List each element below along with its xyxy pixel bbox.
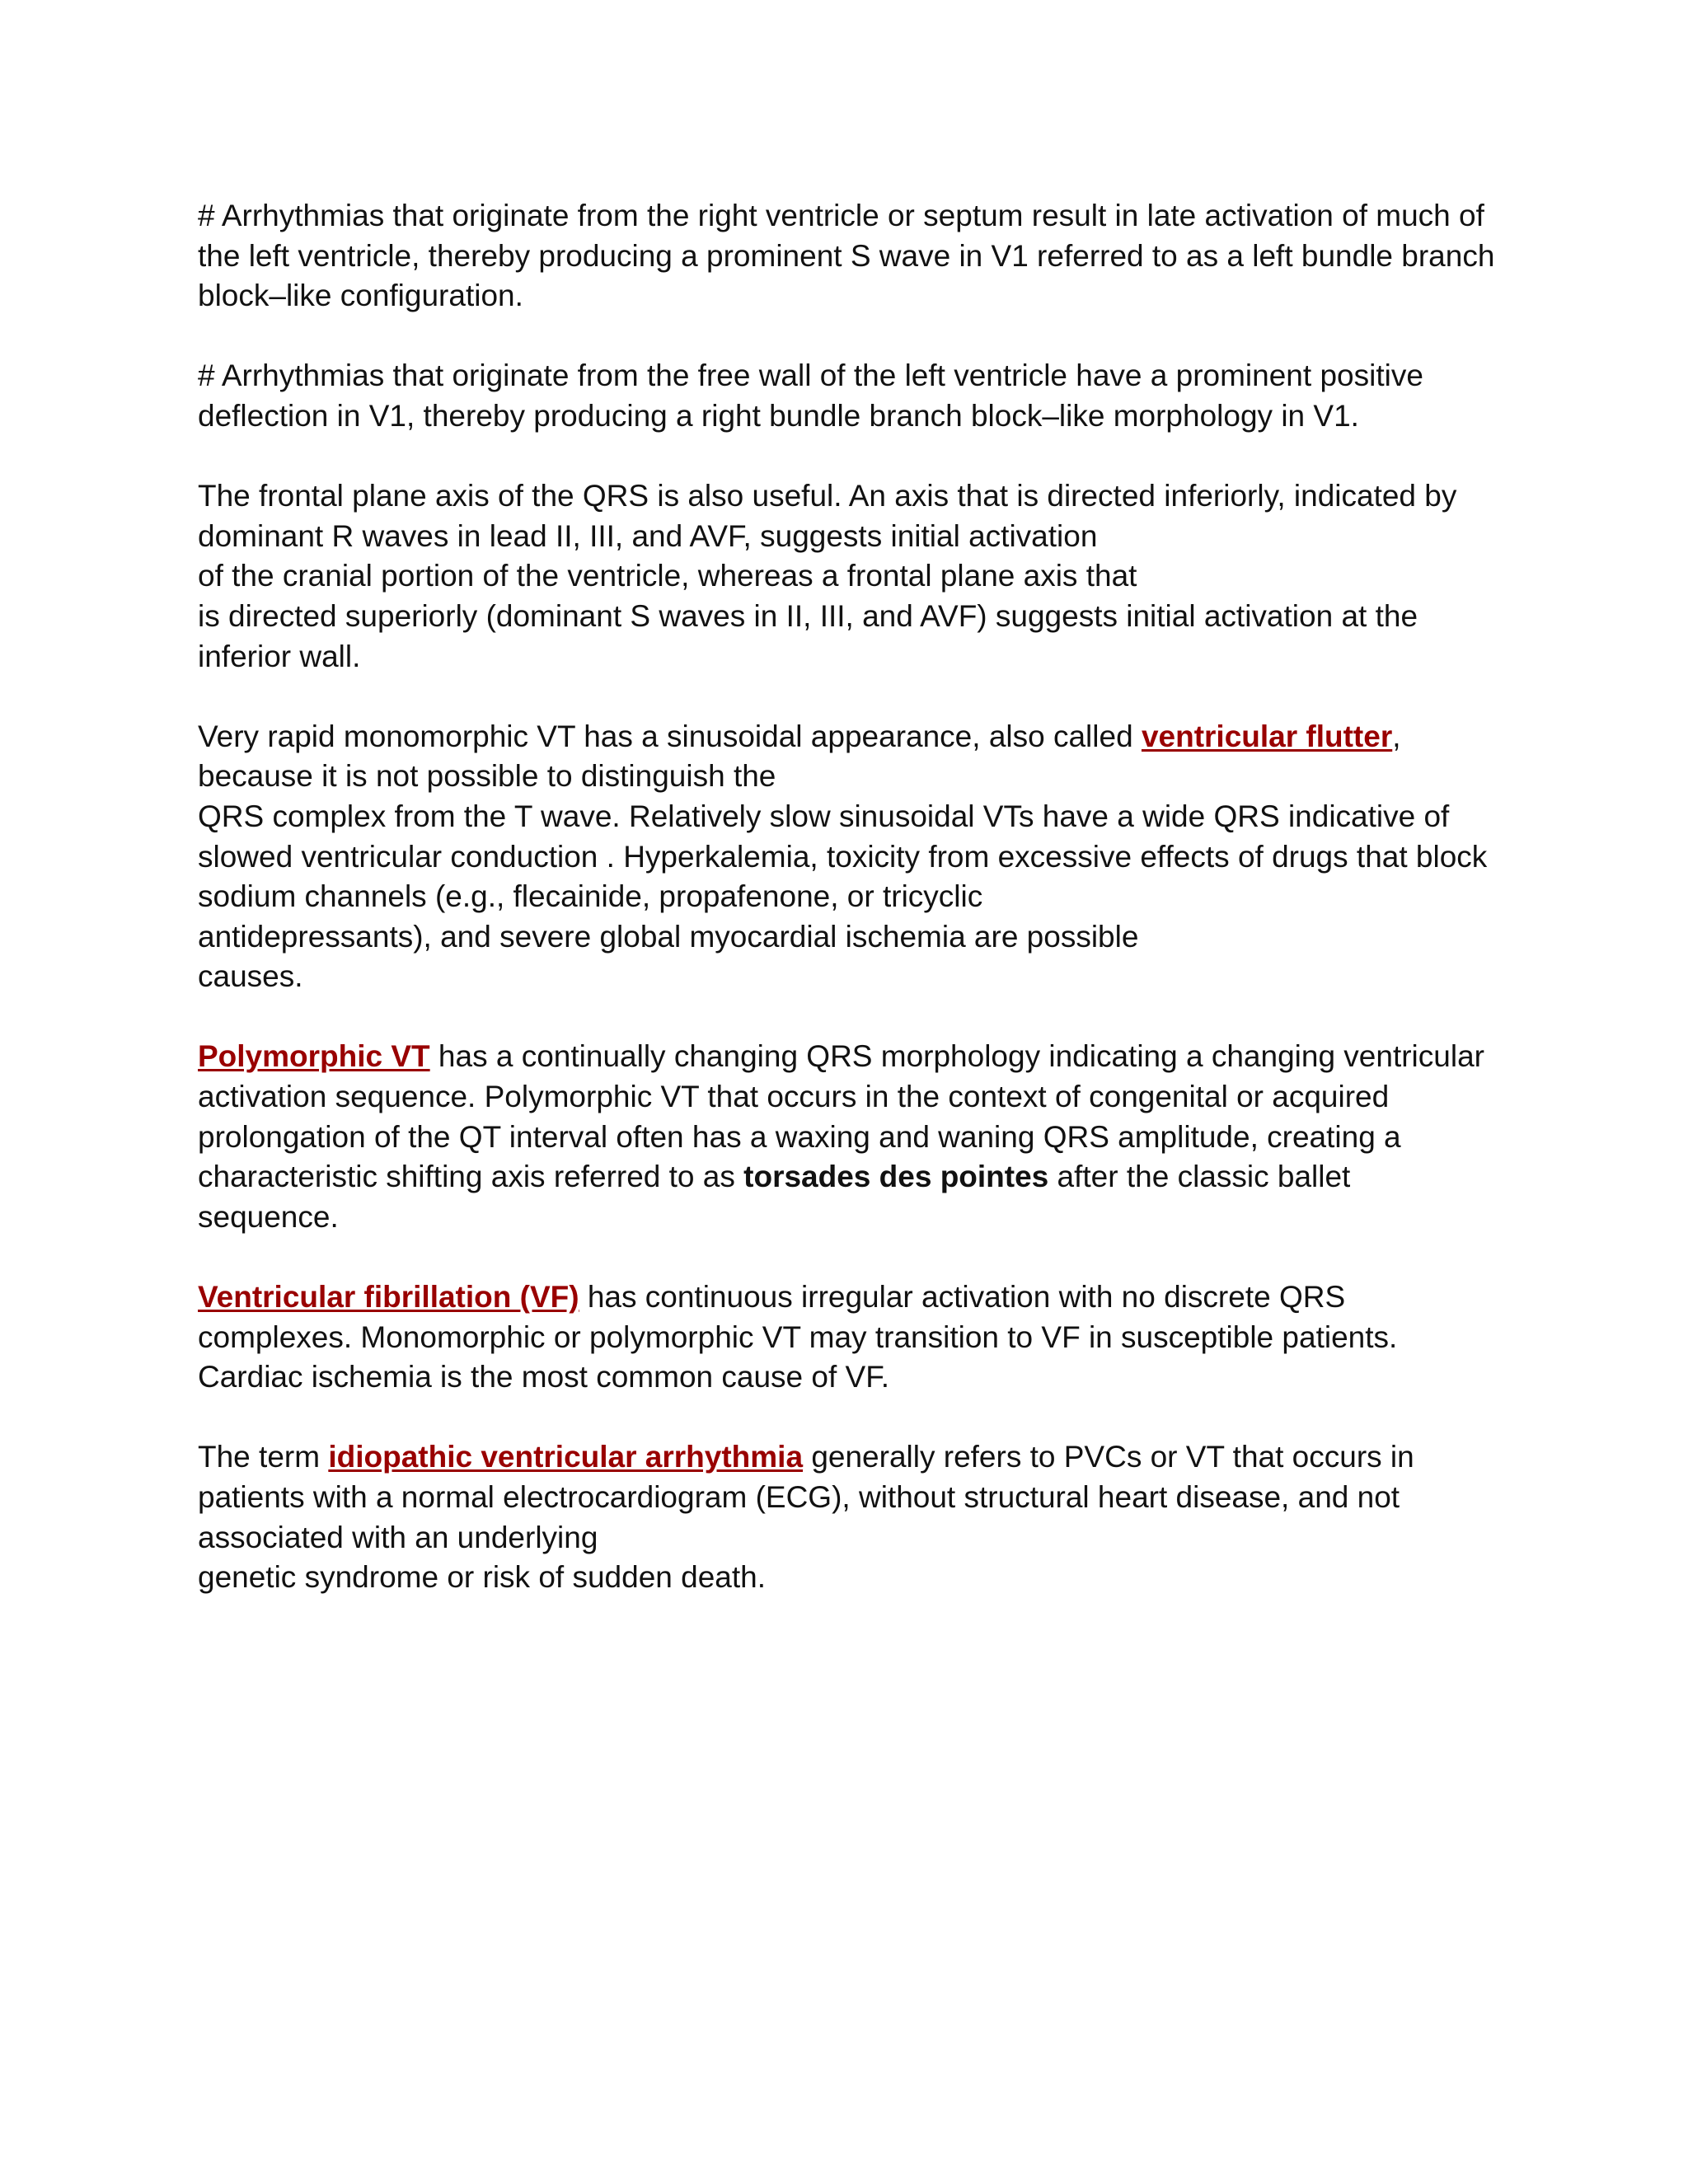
text-line: genetic syndrome or risk of sudden death. [198, 1560, 766, 1595]
ventricular-fibrillation-link[interactable]: Ventricular fibrillation (VF) [198, 1280, 579, 1315]
text-line: dominant R waves in lead II, III, and AVF, suggests initial activation [198, 518, 1098, 553]
paragraph-ventricular-fibrillation [198, 1277, 1550, 1398]
text-line [198, 1277, 1550, 1318]
paragraph-idiopathic-arrhythmia [198, 1437, 1550, 1597]
text-line: inferior wall. [198, 639, 361, 673]
text-line [198, 1037, 1550, 1077]
idiopathic-ventricular-arrhythmia-link[interactable]: idiopathic ventricular arrhythmia [328, 1440, 804, 1474]
polymorphic-vt-link[interactable]: Polymorphic VT [198, 1039, 430, 1074]
text-line: is directed superiorly (dominant S waves in II, III, and AVF) suggests initial activation at the [198, 598, 1418, 633]
text-line: activation sequence. Polymorphic VT that occurs in the context of congenital or acquired [198, 1080, 1390, 1114]
text-fragment: characteristic shifting axis referred to as [198, 1160, 744, 1194]
paragraph-rv-septum-origin [198, 196, 1550, 316]
text-line: The frontal plane axis of the QRS is also useful. An axis that is directed inferiorly, indicated by [198, 479, 1457, 513]
text-line: causes. [198, 959, 303, 994]
text-line: deflection in V1, thereby producing a right bundle branch block–like morphology in V1. [198, 398, 1359, 433]
ventricular-flutter-link[interactable]: ventricular flutter [1141, 719, 1393, 753]
text-line: block–like configuration. [198, 279, 523, 313]
paragraph-ventricular-flutter [198, 717, 1550, 997]
text-line: sequence. [198, 1199, 339, 1234]
text-line: prolongation of the QT interval often has a waxing and waning QRS amplitude, creating a [198, 1119, 1401, 1154]
text-line: QRS complex from the T wave. Relatively slow sinusoidal VTs have a wide QRS indicative of [198, 799, 1450, 833]
paragraph-lv-free-wall-origin [198, 356, 1550, 436]
text-line: because it is not possible to distinguish the [198, 759, 776, 794]
text-line: of the cranial portion of the ventricle, whereas a frontal plane axis that [198, 559, 1137, 593]
text-line: complexes. Monomorphic or polymorphic VT may transition to VF in susceptible patients. [198, 1319, 1398, 1354]
text-line: patients with a normal electrocardiogram (ECG), without structural heart disease, and not [198, 1480, 1400, 1514]
text-line: associated with an underlying [198, 1520, 598, 1554]
text-line: sodium channels (e.g., flecainide, propafenone, or tricyclic [198, 879, 983, 914]
text-line [198, 1437, 1550, 1478]
document-page [198, 196, 1550, 1638]
paragraph-frontal-plane-axis [198, 476, 1550, 677]
text-line: slowed ventricular conduction . Hyperkalemia, toxicity from excessive effects of drugs that block [198, 839, 1488, 874]
text-line: antidepressants), and severe global myocardial ischemia are possible [198, 919, 1139, 954]
text-fragment: generally refers to PVCs or VT that occurs in [803, 1440, 1414, 1474]
text-fragment: has a continually changing QRS morphology indicating a changing ventricular [429, 1039, 1484, 1074]
text-line [198, 1157, 1550, 1197]
text-fragment: Very rapid monomorphic VT has a sinusoidal appearance, also called [198, 719, 1142, 753]
text-fragment: after the classic ballet [1048, 1160, 1351, 1194]
text-fragment: The term [198, 1440, 329, 1474]
text-line: Cardiac ischemia is the most common cause of VF. [198, 1360, 889, 1394]
torsades-des-pointes-term: torsades des pointes [743, 1160, 1049, 1194]
paragraph-polymorphic-vt [198, 1037, 1550, 1237]
text-line: # Arrhythmias that originate from the right ventricle or septum result in late activation of much of [198, 199, 1484, 232]
text-line: # Arrhythmias that originate from the free wall of the left ventricle have a prominent positive [198, 359, 1423, 393]
text-line [198, 717, 1550, 757]
text-fragment: has continuous irregular activation with no discrete QRS [579, 1280, 1346, 1315]
text-line: the left ventricle, thereby producing a prominent S wave in V1 referred to as a left bundle branch [198, 238, 1495, 273]
text-fragment: , [1392, 719, 1401, 753]
